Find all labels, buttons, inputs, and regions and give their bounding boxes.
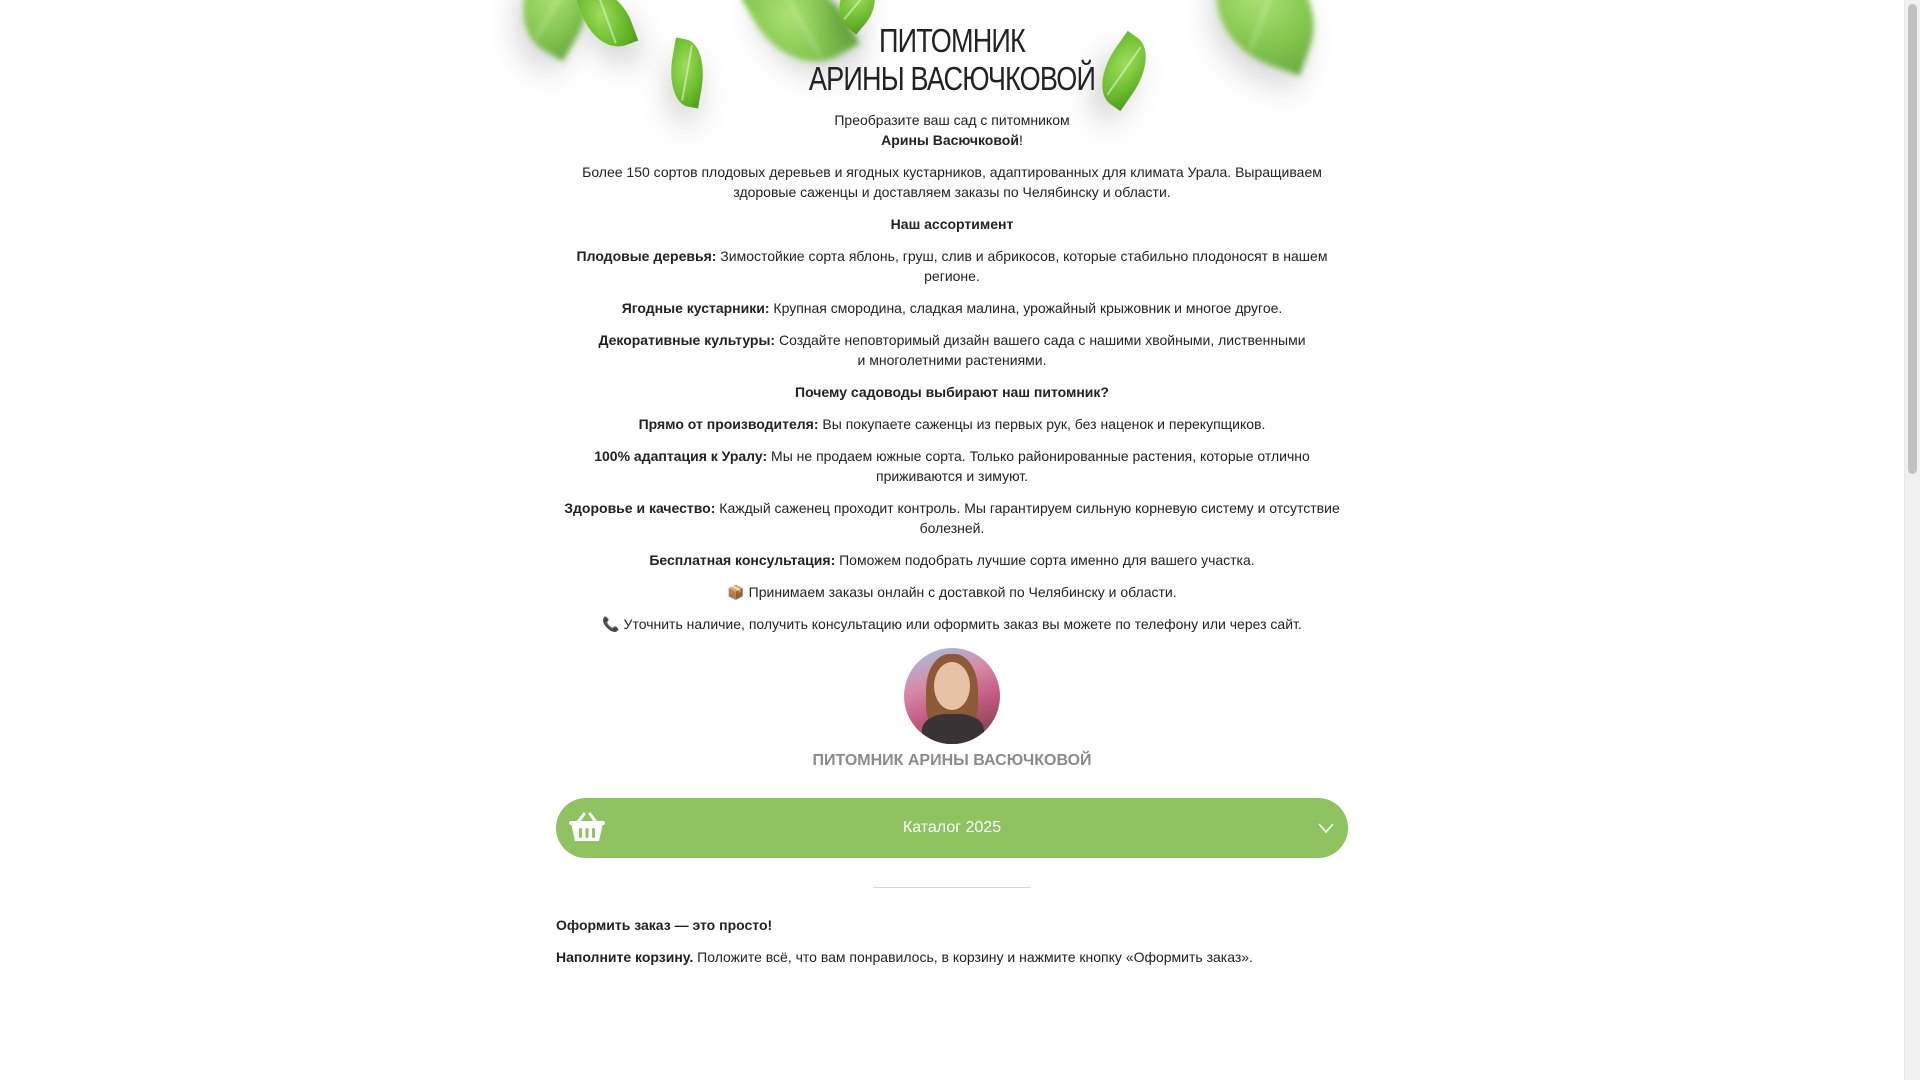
assortment-item-label: Декоративные культуры: (598, 332, 776, 348)
order-step-text: Положите всё, что вам понравилось, в корзину и нажмите кнопку «Оформить заказ». (693, 949, 1253, 965)
why-item-consultation (556, 550, 1348, 570)
why-item-text: Каждый саженец проходит контроль. Мы гарантируем сильную корневую систему и отсутствие болезней. (715, 500, 1340, 536)
why-item-text: Вы покупаете саженцы из первых рук, без наценок и перекупщиков. (818, 416, 1266, 432)
profile-name: ПИТОМНИК АРИНЫ ВАСЮЧКОВОЙ (812, 752, 1092, 769)
why-item-label: Бесплатная консультация: (649, 552, 836, 568)
subtitle-bold: Арины Васючковой (881, 132, 1019, 148)
assortment-item-decorative (556, 330, 1348, 370)
subtitle (556, 110, 1348, 150)
why-item-adaptation (556, 446, 1348, 486)
why-item-producer (556, 414, 1348, 434)
avatar (904, 648, 1000, 744)
scrollbar-thumb[interactable] (1908, 4, 1917, 474)
assortment-item-berry-bushes (556, 298, 1348, 318)
subtitle-prefix: Преобразите ваш сад с питомником (834, 112, 1070, 128)
page-title (627, 22, 1276, 98)
chevron-down-icon[interactable] (1318, 822, 1334, 834)
why-item-label: Прямо от производителя: (638, 416, 819, 432)
phone-icon: 📞 (602, 616, 620, 632)
why-item-label: 100% адаптация к Уралу: (594, 448, 768, 464)
basket-icon (568, 812, 606, 844)
scrollbar[interactable] (1904, 0, 1920, 1080)
assortment-item-text: Создайте неповторимый дизайн вашего сада с нашими хвойными, лиственными и многолетними растениями. (775, 332, 1306, 368)
order-step-label: Наполните корзину. (556, 949, 694, 965)
order-step-1 (556, 947, 1348, 967)
catalog-button[interactable] (556, 798, 1348, 858)
package-icon: 📦 (727, 584, 745, 600)
why-item-label: Здоровье и качество: (564, 500, 716, 516)
main-content (556, 0, 1348, 967)
title-line-2: АРИНЫ ВАСЮЧКОВОЙ (808, 60, 1096, 97)
why-heading: Почему садоводы выбирают наш питомник? (795, 384, 1109, 400)
order-heading: Оформить заказ — это просто! (556, 917, 773, 933)
why-item-text: Мы не продаем южные сорта. Только районированные растения, которые отлично приживаются и зимуют. (767, 448, 1310, 484)
subtitle-suffix: ! (1018, 132, 1023, 148)
assortment-item-label: Плодовые деревья: (576, 248, 717, 264)
assortment-item-text: Зимостойкие сорта яблонь, груш, слив и абрикосов, которые стабильно плодоносят в нашем регионе. (716, 248, 1328, 284)
phone-note (556, 614, 1348, 634)
assortment-heading: Наш ассортимент (890, 216, 1014, 232)
orders-note-text: Принимаем заказы онлайн с доставкой по Челябинску и области. (744, 584, 1177, 600)
orders-note (556, 582, 1348, 602)
intro-text: Более 150 сортов плодовых деревьев и ягодных кустарников, адаптированных для климата Урала. Выращиваем здоровые саженцы и доставляем заказы по Челябинску и области. (582, 164, 1322, 200)
catalog-button-label: Каталог 2025 (902, 819, 1002, 836)
phone-note-text: Уточнить наличие, получить консультацию или оформить заказ вы можете по телефону или через сайт. (619, 616, 1302, 632)
assortment-item-label: Ягодные кустарники: (621, 300, 770, 316)
assortment-item-fruit-trees (556, 246, 1348, 286)
why-item-text: Поможем подобрать лучшие сорта именно для вашего участка. (835, 552, 1255, 568)
title-line-1: ПИТОМНИК (878, 22, 1025, 59)
why-item-quality (556, 498, 1348, 538)
assortment-item-text: Крупная смородина, сладкая малина, урожайный крыжовник и многое другое. (769, 300, 1283, 316)
